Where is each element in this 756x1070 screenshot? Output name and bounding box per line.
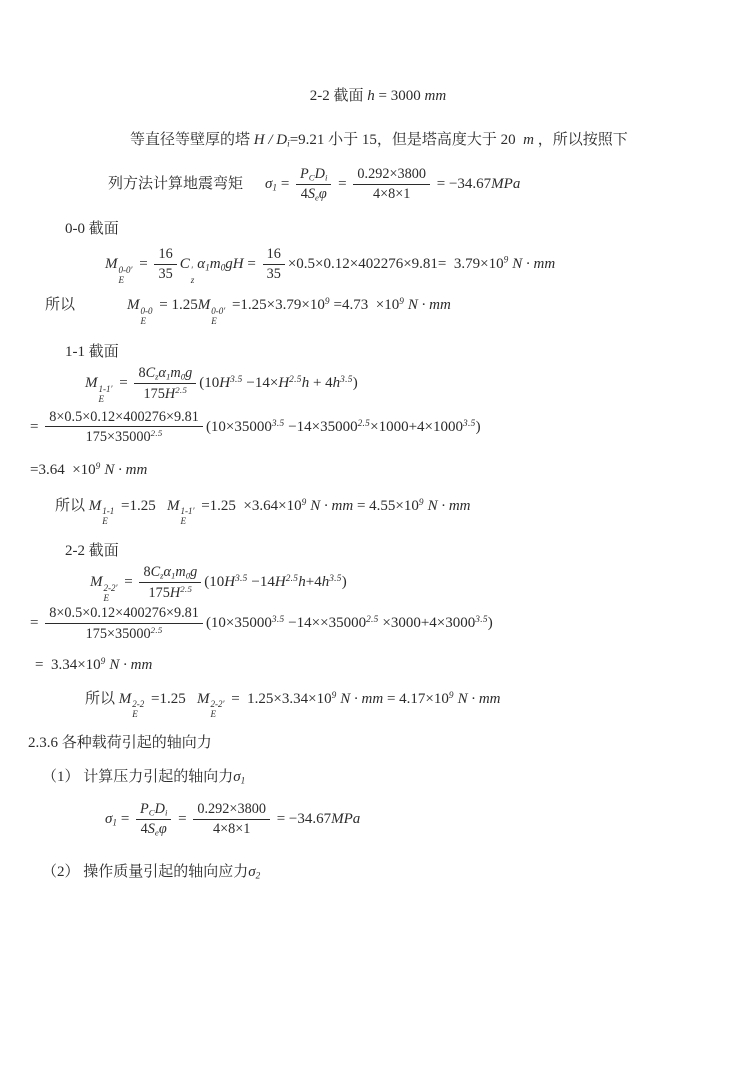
math-italic: σ	[265, 175, 273, 192]
math-superscript: 9	[418, 497, 424, 508]
math-italic: h	[321, 574, 330, 591]
math-superscript: 9	[331, 690, 337, 701]
math-italic: h	[332, 375, 341, 392]
math-italic: m	[175, 564, 186, 581]
math-italic: h	[301, 375, 310, 392]
section-heading-2-3-6: 2.3.6 各种载荷引起的轴向力	[28, 735, 212, 752]
math-fraction	[134, 365, 196, 403]
fraction-denominator: $175H^{2.5}$	[148, 584, 193, 602]
math-italic: M	[88, 497, 102, 514]
math-superscript: 2.5	[180, 584, 193, 595]
math-superscript: 2.5	[150, 625, 163, 636]
math-supsub-stack	[210, 699, 224, 719]
math-superscript: 1-1′	[98, 384, 113, 395]
math-superscript: 9	[301, 497, 307, 508]
fraction-numerator	[296, 166, 331, 185]
math-italic: P	[140, 801, 149, 818]
math-superscript: 2.5	[357, 418, 371, 429]
math-subscript: z	[160, 570, 164, 581]
math-subscript: 1	[171, 570, 176, 581]
fraction-denominator: $175\times 35000^{2.5}$	[85, 625, 163, 642]
paragraph-line-1: 等直径等壁厚的塔 H / Di=9.21 小于 15，但是塔高度大于 20 m ，所以按照下	[130, 131, 628, 150]
math-supsub-stack	[211, 306, 225, 326]
formula-me-1-1-numeric: = $\frac{8\times 0.5\times 0.12\times 400276\times 9.81}{175\times 35000^{2.5}}$ $(10\times 35000^{3.5} -14\times 35000^{2.5}\times 1000+4\times 1000^{3.5})$	[30, 408, 481, 446]
math-superscript: 2-2′	[210, 699, 225, 710]
math-superscript: 9	[100, 656, 106, 667]
math-italic: N · mm	[407, 296, 451, 313]
fraction-numerator: 8×0.5×0.12×400276×9.81	[45, 409, 203, 428]
math-subscript: 1	[112, 818, 118, 829]
math-italic: H	[169, 585, 181, 602]
math-superscript: 2.5	[289, 375, 302, 386]
math-italic: m	[170, 365, 181, 382]
math-italic: α	[158, 365, 166, 382]
math-superscript: 2.5	[175, 385, 188, 396]
math-fraction	[136, 801, 171, 838]
fraction-numerator: 8Czα1m0g	[139, 564, 201, 583]
math-italic: M	[197, 296, 211, 313]
math-italic: α	[197, 256, 206, 273]
fraction-numerator: 16	[154, 246, 176, 265]
math-subscript: 0	[180, 371, 186, 382]
math-superscript: 9	[448, 690, 454, 701]
math-italic: N · mm	[427, 497, 471, 514]
formula-me-1-1-result: $=3.64 \times 10^9$ N · mm	[30, 461, 148, 478]
fraction-denominator: 4Seφ	[140, 821, 167, 838]
math-subscript: e	[154, 827, 159, 838]
fraction-numerator	[136, 801, 171, 820]
math-italic: h	[298, 574, 306, 591]
math-italic: φ	[158, 821, 167, 838]
math-italic: g	[185, 365, 193, 382]
fraction-denominator: 35	[158, 266, 173, 283]
math-subscript: C	[308, 172, 315, 183]
math-superscript: 3.5	[271, 418, 285, 429]
math-superscript: 2.5	[285, 574, 299, 585]
fraction-numerator: 8Czα1m0g	[134, 365, 196, 384]
math-italic: M	[166, 497, 180, 514]
math-superscript: 3.5	[230, 375, 243, 386]
math-subscript: C	[148, 807, 155, 818]
math-subscript: i	[287, 139, 290, 150]
math-italic: C	[179, 256, 190, 273]
math-superscript: 9	[399, 296, 405, 307]
math-italic: M	[118, 690, 132, 707]
math-superscript: 3.5	[463, 418, 476, 429]
math-fraction	[263, 246, 285, 283]
math-fraction	[353, 166, 430, 203]
math-italic: MPa	[491, 175, 521, 192]
math-italic: D	[314, 165, 325, 182]
math-subscript: i	[164, 807, 168, 818]
math-italic: M	[85, 375, 98, 392]
math-subscript: E	[118, 274, 124, 285]
fraction-numerator: 0.292×3800	[193, 801, 270, 820]
math-italic: N · mm	[109, 656, 153, 673]
conclusion-me-1-1: 所以 M 1-1 E =1.25 M 1-1′ E $=1.25 \times 3.64\times 10^9$ N · mm = $4.55\times 10^9$ N · mm	[55, 497, 471, 527]
math-subscript: E	[103, 593, 109, 604]
section-heading-2-2: 2-2 截面	[65, 542, 119, 559]
math-subscript: E	[102, 516, 108, 527]
math-subscript: 0	[220, 263, 226, 274]
math-fraction	[139, 564, 201, 602]
math-italic: H / D	[253, 131, 288, 148]
math-italic: mm	[424, 88, 447, 104]
math-superscript: 3.5	[340, 375, 353, 386]
math-italic: M	[196, 690, 210, 707]
fraction-denominator: 4×8×1	[212, 821, 251, 838]
formula-me-1-1-symbolic: M 1-1′ E = $\frac{\text{8Czα1m0g}}{175H^{2.5}}$ $(10H^{3.5} -14\times H^{2.5}h + 4h^{3.5})$	[85, 365, 358, 405]
math-fraction	[45, 605, 203, 642]
math-subscript: E	[140, 315, 147, 326]
formula-me-2-2-numeric: = $\frac{8\times 0.5\times 0.12\times 400276\times 9.81}{175\times 35000^{2.5}}$ $(10\times 35000^{3.5} -14\times\times 35000^{2.5} \times 3000+4\times 3000^{3.5})$	[30, 605, 493, 642]
math-fraction	[45, 409, 203, 446]
math-italic: C	[150, 564, 161, 581]
math-subscript: 1	[205, 263, 210, 274]
formula-me-2-2-symbolic: M 2-2′ E = $\frac{\text{8Czα1m0g}}{175H^{2.5}}$ $(10H^{3.5} -14H^{2.5}h+4h^{3.5})$	[90, 564, 347, 604]
math-italic: gH	[225, 256, 244, 273]
math-subscript: 1	[240, 776, 246, 787]
math-subscript: E	[211, 315, 217, 326]
math-supsub-stack	[102, 506, 114, 526]
math-supsub-stack	[141, 306, 153, 326]
formula-sigma-1: σ1 = $\frac{\text{PCDi}}{\text{4Seφ}}$ = $\frac{0.292\times 3800}{4\times 8\times 1}$ = −34.67MPa	[105, 801, 361, 838]
math-superscript: 2.5	[366, 615, 379, 626]
math-italic: D	[154, 801, 165, 818]
fraction-denominator: 4×8×1	[372, 185, 411, 202]
math-subscript: i	[324, 172, 328, 183]
math-italic: N · mm	[310, 497, 354, 514]
math-superscript: 2-2′	[103, 583, 118, 594]
math-superscript: 3.5	[271, 615, 285, 626]
math-superscript: ′	[190, 264, 193, 275]
math-supsub-stack	[180, 506, 194, 526]
math-superscript: 3.5	[475, 615, 488, 626]
math-fraction	[296, 166, 331, 203]
conclusion-me-0-0: 所以 M 0-0 E = 1.25M 0-0′ E $=1.25\times 3.79\times 10^9 =4.73 \times 10^9$ N · mm	[45, 296, 451, 326]
math-subscript: 1	[272, 183, 278, 194]
math-superscript: 1-1	[102, 506, 115, 517]
math-subscript: E	[210, 709, 216, 720]
fraction-numerator: 0.292×3800	[353, 166, 430, 185]
math-supsub-stack	[191, 265, 195, 285]
math-italic: M	[127, 296, 140, 313]
math-fraction	[193, 801, 270, 838]
math-subscript: E	[180, 516, 186, 527]
formula-me-2-2-result: = $3.34\times 10^9$ N · mm	[35, 656, 153, 673]
math-italic: m	[209, 256, 221, 273]
math-superscript: 2-2	[132, 699, 145, 710]
math-italic: M	[105, 256, 118, 273]
section-heading-1-1: 1-1 截面	[65, 343, 119, 360]
math-subscript: 0	[185, 570, 191, 581]
math-italic: S	[147, 821, 155, 838]
page-title: 2-2 截面 h = 3000 mm	[309, 88, 447, 104]
fraction-denominator: $175\times 35000^{2.5}$	[85, 428, 163, 446]
math-supsub-stack	[119, 265, 133, 285]
math-supsub-stack	[99, 384, 113, 404]
math-italic: φ	[318, 185, 327, 202]
math-italic: σ	[248, 863, 256, 880]
math-subscript: E	[98, 394, 104, 405]
math-italic: MPa	[331, 811, 361, 827]
math-subscript: E	[132, 709, 138, 720]
fraction-denominator: $175H^{2.5}$	[143, 385, 188, 403]
math-italic: N · mm	[104, 461, 148, 478]
math-supsub-stack	[132, 699, 144, 719]
section-heading-0-0: 0-0 截面	[65, 220, 119, 237]
math-italic: H	[274, 574, 286, 591]
math-subscript: 1	[166, 371, 171, 382]
list-item-1-pressure-axial-force: （1） 计算压力引起的轴向力σ1	[42, 769, 246, 787]
math-italic: S	[307, 185, 315, 202]
math-italic: C	[145, 365, 156, 382]
math-italic: H	[224, 574, 236, 591]
math-italic: N · mm	[457, 690, 501, 707]
math-subscript: 2	[255, 871, 261, 882]
fraction-numerator: 8×0.5×0.12×400276×9.81	[45, 605, 203, 624]
math-italic: σ	[233, 769, 241, 786]
math-superscript: 9	[324, 296, 330, 307]
math-italic: m	[523, 131, 535, 148]
math-superscript: 0-0′	[211, 305, 226, 316]
fraction-numerator: 16	[263, 246, 285, 265]
math-italic: N · mm	[512, 256, 556, 273]
math-italic: N · mm	[340, 690, 384, 707]
math-italic: H	[164, 386, 176, 403]
math-superscript: 9	[95, 461, 101, 472]
math-italic: H	[278, 375, 290, 392]
math-supsub-stack	[104, 583, 118, 603]
math-italic: α	[163, 564, 171, 581]
math-subscript: z	[190, 274, 195, 285]
conclusion-me-2-2: 所以 M 2-2 E =1.25 M 2-2′ E = $1.25\times 3.34\times 10^9$ N · mm = $4.17\times 10^9$ N · mm	[85, 690, 501, 720]
math-italic: H	[219, 375, 231, 392]
math-italic: M	[90, 574, 103, 591]
math-italic: h	[367, 88, 375, 104]
math-subscript: e	[314, 192, 319, 203]
math-superscript: 0-0′	[118, 264, 133, 275]
fraction-denominator: 35	[266, 266, 281, 283]
math-subscript: z	[155, 371, 159, 382]
math-superscript: 3.5	[329, 574, 342, 585]
math-italic: P	[300, 165, 309, 182]
math-superscript: 0-0	[140, 305, 153, 316]
list-item-2-operating-mass-axial-stress: （2） 操作质量引起的轴向应力σ2	[42, 863, 261, 882]
math-italic: σ	[105, 811, 113, 827]
formula-me-0-0: M 0-0′ E = $\frac{16}{35}$ C ′ z α1m0gH = $\frac{16}{35}$ $\times 0.5\times 0.12\times 402276\times 9.81= 3.79\times 10^9$ N · mm	[105, 246, 556, 285]
math-superscript: 9	[503, 255, 509, 266]
math-superscript: 1-1′	[180, 506, 195, 517]
math-fraction	[154, 246, 176, 283]
fraction-denominator: 4Seφ	[300, 185, 327, 203]
paragraph-line-2-seismic-moment-formula: 列方法计算地震弯矩 σ1 = $\frac{\text{PCDi}}{\text{4Seφ}}$ = $\frac{0.292\times 3800}{4\times 8\times 1}$ = −34.67MPa	[108, 165, 521, 203]
math-superscript: 3.5	[235, 574, 248, 585]
math-italic: g	[190, 564, 198, 581]
math-superscript: 2.5	[150, 428, 163, 439]
